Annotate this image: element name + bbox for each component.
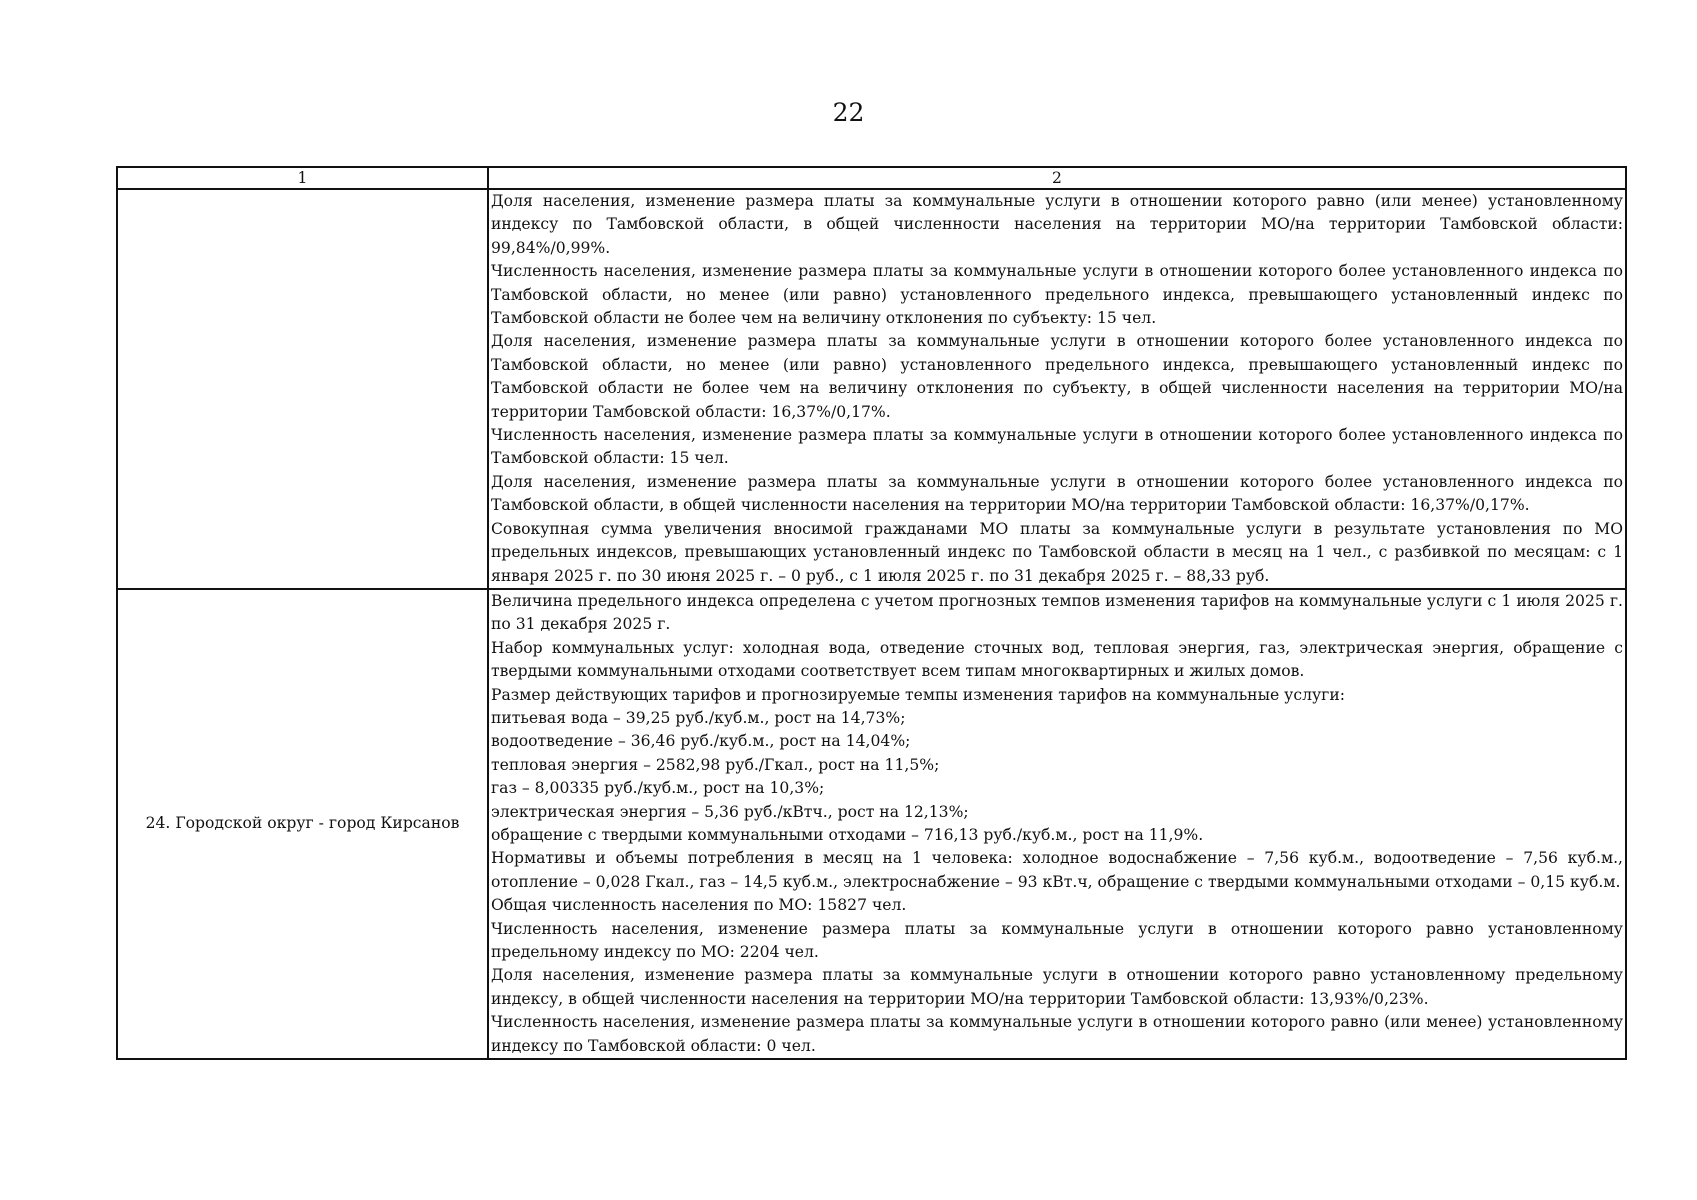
municipality-cell: 24. Городской округ - город Кирсанов <box>117 589 488 1059</box>
paragraph: Размер действующих тарифов и прогнозируемые темпы изменения тарифов на коммунальные услуги: <box>491 685 1345 704</box>
paragraph: Нормативы и объемы потребления в месяц на 1 человека: холодное водоснабжение – 7,56 куб.м., водоотведение – 7,56 куб.м., отопление – 0,028 Гкал., газ – 14,5 куб.м., электроснабжение – 93 кВт.ч, обращение с твердыми коммунальными отходами – 0,15 куб.м. <box>491 849 1623 891</box>
paragraph: Численность населения, изменение размера платы за коммунальные услуги в отношении которого равно установленному предельному индексу по МО: 2204 чел. <box>491 919 1623 961</box>
paragraph: тепловая энергия – 2582,98 руб./Гкал., рост на 11,5%; <box>491 755 940 774</box>
paragraph: электрическая энергия – 5,36 руб./кВтч., рост на 12,13%; <box>491 802 969 821</box>
paragraph: Совокупная сумма увеличения вносимой гражданами МО платы за коммунальные услуги в результате установления по МО предельных индексов, превышающих установленный индекс по Тамбовской области в месяц на 1 чел., с разбивкой по месяцам: с 1 января 2025 г. по 30 июня 2025 г. – 0 руб., с 1 июля 2025 г. по 31 декабря 2025 г. – 88,33 руб. <box>491 519 1623 585</box>
paragraph: Набор коммунальных услуг: холодная вода, отведение сточных вод, тепловая энергия, газ, электрическая энергия, обращение с твердыми коммунальными отходами соответствует всем типам многоквартирных и жилых домов. <box>491 638 1623 681</box>
paragraph: обращение с твердыми коммунальными отходами – 716,13 руб./куб.м., рост на 11,9%. <box>491 825 1204 844</box>
table-row <box>117 589 1626 1059</box>
description-cell <box>488 589 1626 1059</box>
paragraph: питьевая вода – 39,25 руб./куб.м., рост на 14,73%; <box>491 708 906 727</box>
paragraph: Численность населения, изменение размера платы за коммунальные услуги в отношении которого равно (или менее) установленному индексу по Тамбовской области: 0 чел. <box>491 1013 1623 1055</box>
header-cell-1: 1 <box>117 167 488 189</box>
data-table <box>116 166 1627 1060</box>
paragraph: Доля населения, изменение размера платы за коммунальные услуги в отношении которого более установленного индекса по Тамбовской области, но менее (или равно) установленного предельного индекса, превышающего установленный индекс по Тамбовской области не более чем на величину отклонения по субъекту, в общей численности населения на территории МО/на территории Тамбовской области: 16,37%/0,17%. <box>491 332 1623 421</box>
table-header-row <box>117 167 1626 189</box>
paragraph: Доля населения, изменение размера платы за коммунальные услуги в отношении которого равно установленному предельному индексу, в общей численности населения на территории МО/на территории Тамбовской области: 13,93%/0,23%. <box>491 966 1623 1008</box>
paragraph: Доля населения, изменение размера платы за коммунальные услуги в отношении которого более установленного индекса по Тамбовской области, в общей численности населения на территории МО/на территории Тамбовской области: 16,37%/0,17%. <box>491 472 1623 515</box>
municipality-cell <box>117 189 488 589</box>
paragraph: Общая численность населения по МО: 15827 чел. <box>491 896 907 915</box>
description-cell <box>488 189 1626 589</box>
paragraph: водоотведение – 36,46 руб./куб.м., рост на 14,04%; <box>491 732 911 751</box>
paragraph: Численность населения, изменение размера платы за коммунальные услуги в отношении которого более установленного индекса по Тамбовской области, но менее (или равно) установленного предельного индекса, превышающего установленный индекс по Тамбовской области не более чем на величину отклонения по субъекту: 15 чел. <box>491 262 1623 328</box>
paragraph: Величина предельного индекса определена с учетом прогнозных темпов изменения тарифов на коммунальные услуги с 1 июля 2025 г. по 31 декабря 2025 г. <box>491 591 1623 634</box>
paragraph: газ – 8,00335 руб./куб.м., рост на 10,3%; <box>491 779 825 798</box>
page-number: 22 <box>832 98 865 127</box>
header-cell-2: 2 <box>488 167 1626 189</box>
table-row <box>117 189 1626 589</box>
paragraph: Численность населения, изменение размера платы за коммунальные услуги в отношении которого более установленного индекса по Тамбовской области: 15 чел. <box>491 426 1623 468</box>
paragraph: Доля населения, изменение размера платы за коммунальные услуги в отношении которого равно (или менее) установленному индексу по Тамбовской области, в общей численности населения на территории МО/на территории Тамбовской области: 99,84%/0,99%. <box>491 192 1623 257</box>
